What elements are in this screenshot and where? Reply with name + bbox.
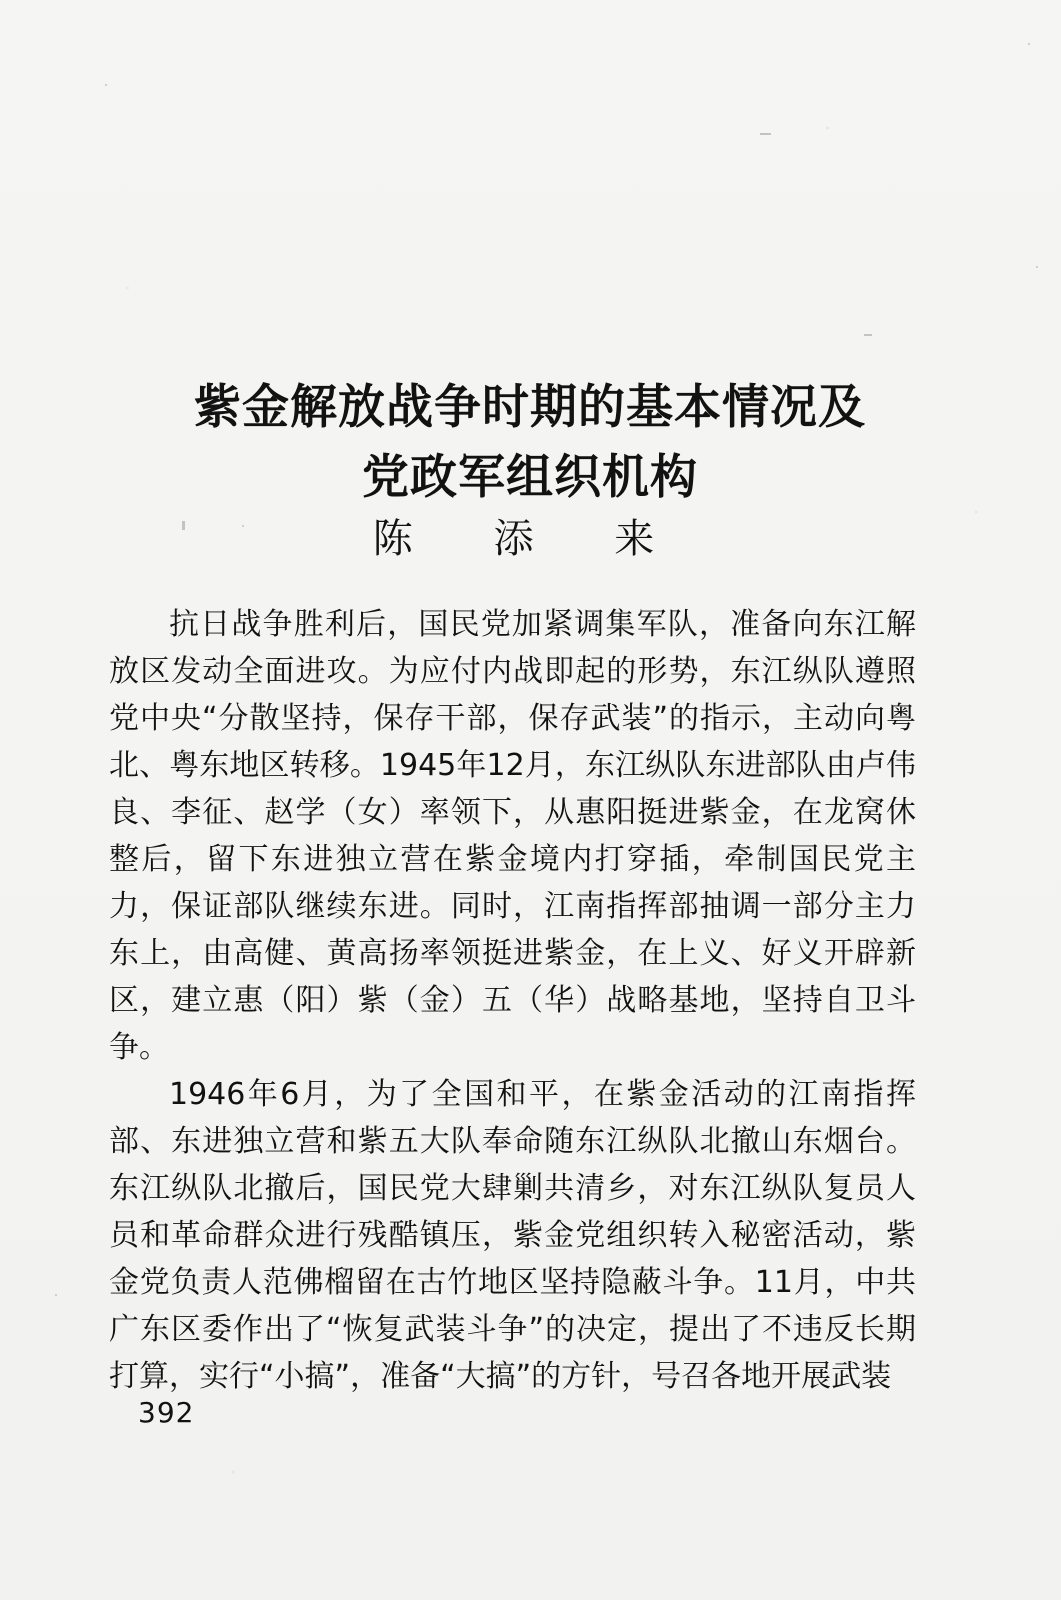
page-number: 392 [138, 1396, 195, 1429]
article-body [109, 601, 916, 1400]
article-title [150, 373, 910, 513]
paragraph-2: 1946年6月，为了全国和平，在紫金活动的江南指挥部、东进独立营和紫五大队奉命随东江纵队北撤山东烟台。东江纵队北撤后，国民党大肆剿共清乡，对东江纵队复员人员和革命群众进行残酷镇压，紫金党组织转入秘密活动，紫金党负责人范佛榴留在古竹地区坚持隐蔽斗争。11月，中共广东区委作出了“恢复武装斗争”的决定，提出了不违反长期打算，实行“小搞”，准备“大搞”的方针，号召各地开展武装 [109, 1077, 916, 1394]
paper-speck [1028, 43, 1030, 45]
paper-speck [1036, 266, 1038, 268]
article-title-line-2: 党政军组织机构 [362, 450, 698, 506]
paper-speck [55, 1294, 57, 1296]
paragraph-1: 抗日战争胜利后，国民党加紧调集军队，准备向东江解放区发动全面进攻。为应付内战即起的形势，东江纵队遵照党中央“分散坚持，保存干部，保存武装”的指示，主动向粤北、粤东地区转移。1945年12月，东江纵队东进部队由卢伟良、李征、赵学（女）率领下，从惠阳挺进紫金，在龙窝休整后，留下东进独立营在紫金境内打穿插，牵制国民党主力，保证部队继续东进。同时，江南指挥部抽调一部分主力东上，由高健、黄高扬率领挺进紫金，在上义、好义开辟新区，建立惠（阳）紫（金）五（华）战略基地，坚持自卫斗争。 [109, 607, 916, 1065]
paper-speck [760, 133, 771, 135]
paper-speck [864, 334, 872, 336]
paper-speck [105, 84, 107, 86]
article-title-line-1: 紫金解放战争时期的基本情况及 [194, 380, 866, 436]
author-name: 陈 添 来 [372, 516, 689, 562]
